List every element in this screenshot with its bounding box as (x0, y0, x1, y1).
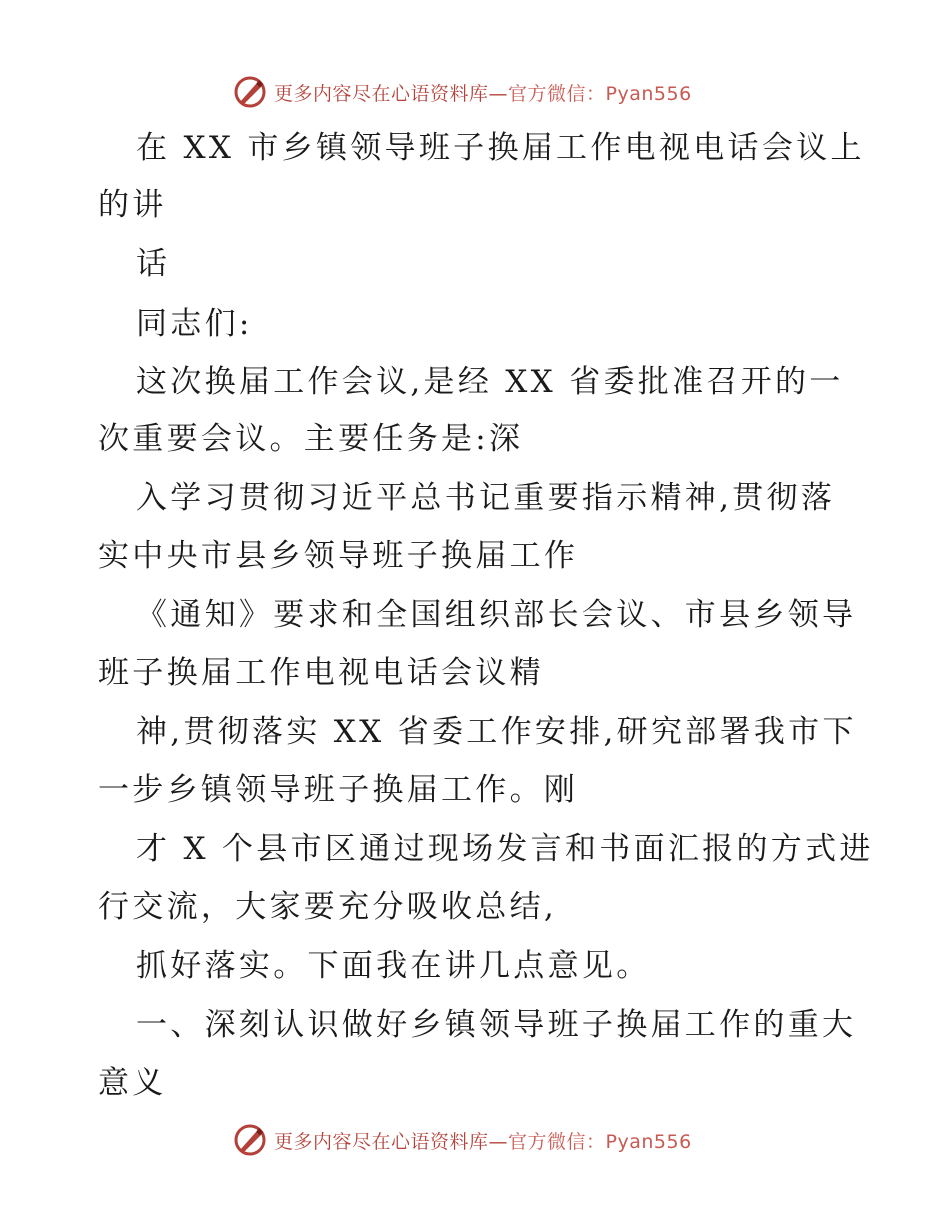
text-line: 一步乡镇领导班子换届工作。刚 (98, 772, 579, 808)
watermark-wechat: 官方微信：Pyan556 (508, 1130, 692, 1153)
watermark-main: 更多内容尽在心语资料库 (274, 82, 489, 105)
watermark-text (274, 79, 692, 106)
watermark-footer (232, 1120, 692, 1160)
text-line: 班子换届工作电视电话会议精 (98, 655, 544, 691)
section-heading-cont: 意义 (98, 1065, 167, 1101)
text-line: 这次换届工作会议,是经 XX 省委批准召开的一 (136, 364, 844, 400)
text-line: 的讲 (98, 187, 167, 223)
pen-logo-icon (232, 74, 268, 110)
text-line: 《通知》要求和全国组织部长会议、市县乡领导 (136, 597, 857, 633)
watermark-dash: — (488, 1130, 509, 1153)
section-heading: 一、深刻认识做好乡镇领导班子换届工作的重大 (136, 1007, 857, 1043)
watermark-dash: — (488, 82, 509, 105)
text-line: 实中央市县乡领导班子换届工作 (98, 538, 579, 574)
watermark-header (232, 72, 692, 112)
watermark-main: 更多内容尽在心语资料库 (274, 1130, 489, 1153)
text-line: 行交流，大家要充分吸收总结, (98, 889, 558, 925)
watermark-text (274, 1127, 692, 1154)
text-line: 在 XX 市乡镇领导班子换届工作电视电话会议上 (136, 130, 865, 166)
text-line: 才 X 个县市区通过现场发言和书面汇报的方式进 (136, 831, 874, 867)
watermark-wechat: 官方微信：Pyan556 (508, 82, 692, 105)
text-line: 同志们: (136, 306, 253, 342)
pen-logo-icon (232, 1122, 268, 1158)
text-line: 次重要会议。主要任务是:深 (98, 421, 524, 457)
text-line: 话 (136, 246, 171, 282)
text-line: 入学习贯彻习近平总书记重要指示精神,贯彻落 (136, 480, 836, 516)
text-line: 抓好落实。下面我在讲几点意见。 (136, 948, 651, 984)
text-line: 神,贯彻落实 XX 省委工作安排,研究部署我市下 (136, 714, 857, 750)
